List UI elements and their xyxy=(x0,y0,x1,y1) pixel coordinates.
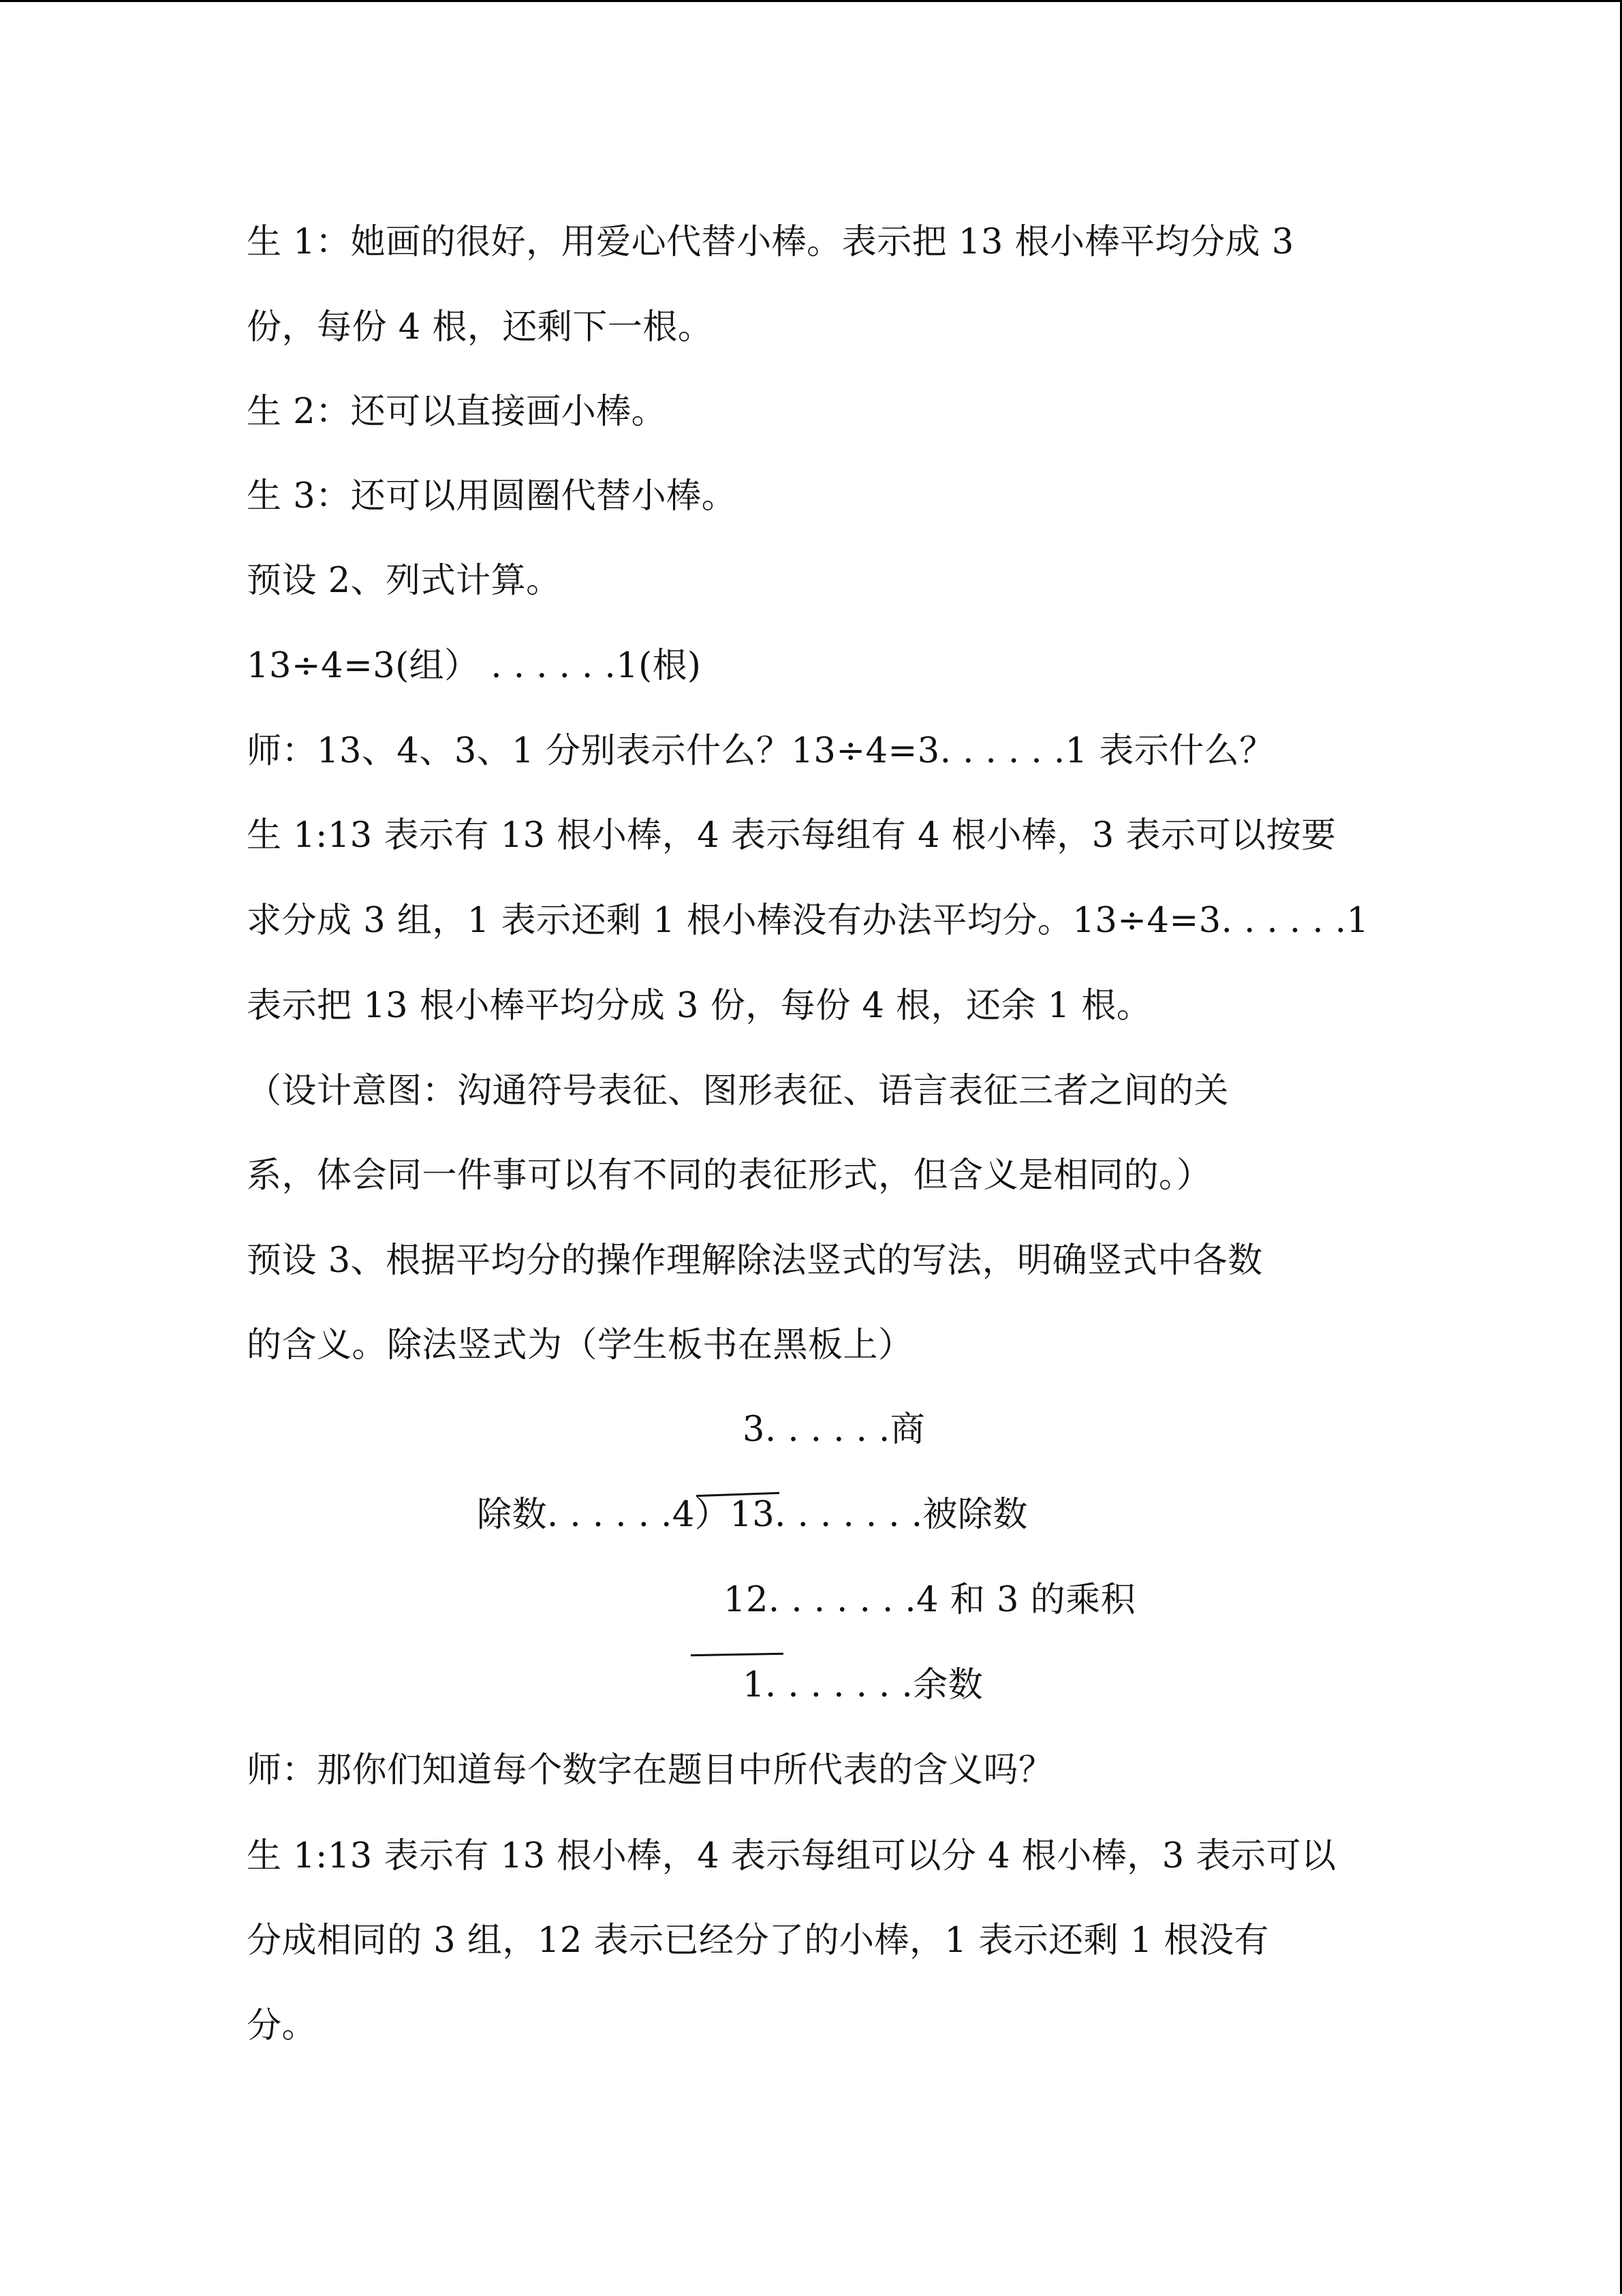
division-product: 12. . . . . . .4 和 3 的乘积 xyxy=(723,1580,1136,1620)
text-line-12: 系，体会同一件事可以有不同的表征形式，但含义是相同的。） xyxy=(247,1155,1212,1196)
text-line-14: 的含义。除法竖式为（学生板书在黑板上） xyxy=(247,1325,914,1365)
text-line-4: 生 3：还可以用圆圈代替小棒。 xyxy=(247,476,737,516)
text-line-7: 师：13、4、3、1 分别表示什么？13÷4=3. . . . . .1 表示什么？ xyxy=(247,731,1275,771)
division-bracket-rule xyxy=(696,1492,779,1497)
division-subtraction-rule xyxy=(691,1653,783,1656)
division-quotient: 3. . . . . .商 xyxy=(743,1410,926,1450)
text-line-5: 预设 2、列式计算。 xyxy=(247,561,561,601)
text-line-13: 预设 3、根据平均分的操作理解除法竖式的写法，明确竖式中各数 xyxy=(247,1241,1263,1281)
text-line-1: 生 1：她画的很好，用爱心代替小棒。表示把 13 根小棒平均分成 3 xyxy=(247,222,1294,262)
division-remainder: 1. . . . . . .余数 xyxy=(743,1665,984,1705)
text-line-2: 份，每份 4 根，还剩下一根。 xyxy=(247,307,713,347)
text-line-17: 分成相同的 3 组，12 表示已经分了的小棒，1 表示还剩 1 根没有 xyxy=(247,1921,1270,1961)
text-line-3: 生 2：还可以直接画小棒。 xyxy=(247,392,667,432)
text-line-6: 13÷4=3(组） . . . . . .1(根) xyxy=(247,646,702,686)
text-line-9: 求分成 3 组，1 表示还剩 1 根小棒没有办法平均分。13÷4=3. . . . . .1 xyxy=(247,901,1369,941)
division-divisor-line: 除数. . . . . .4）13. . . . . . .被除数 xyxy=(477,1495,1028,1535)
text-line-16: 生 1:13 表示有 13 根小棒，4 表示每组可以分 4 根小棒，3 表示可以 xyxy=(247,1836,1337,1876)
text-line-8: 生 1:13 表示有 13 根小棒，4 表示每组有 4 根小棒，3 表示可以按要 xyxy=(247,816,1337,856)
text-line-15: 师：那你们知道每个数字在题目中所代表的含义吗？ xyxy=(247,1750,1054,1790)
text-line-10: 表示把 13 根小棒平均分成 3 份，每份 4 根，还余 1 根。 xyxy=(247,986,1152,1026)
text-line-18: 分。 xyxy=(247,2006,317,2046)
text-line-11: （设计意图：沟通符号表征、图形表征、语言表征三者之间的关 xyxy=(247,1071,1230,1111)
